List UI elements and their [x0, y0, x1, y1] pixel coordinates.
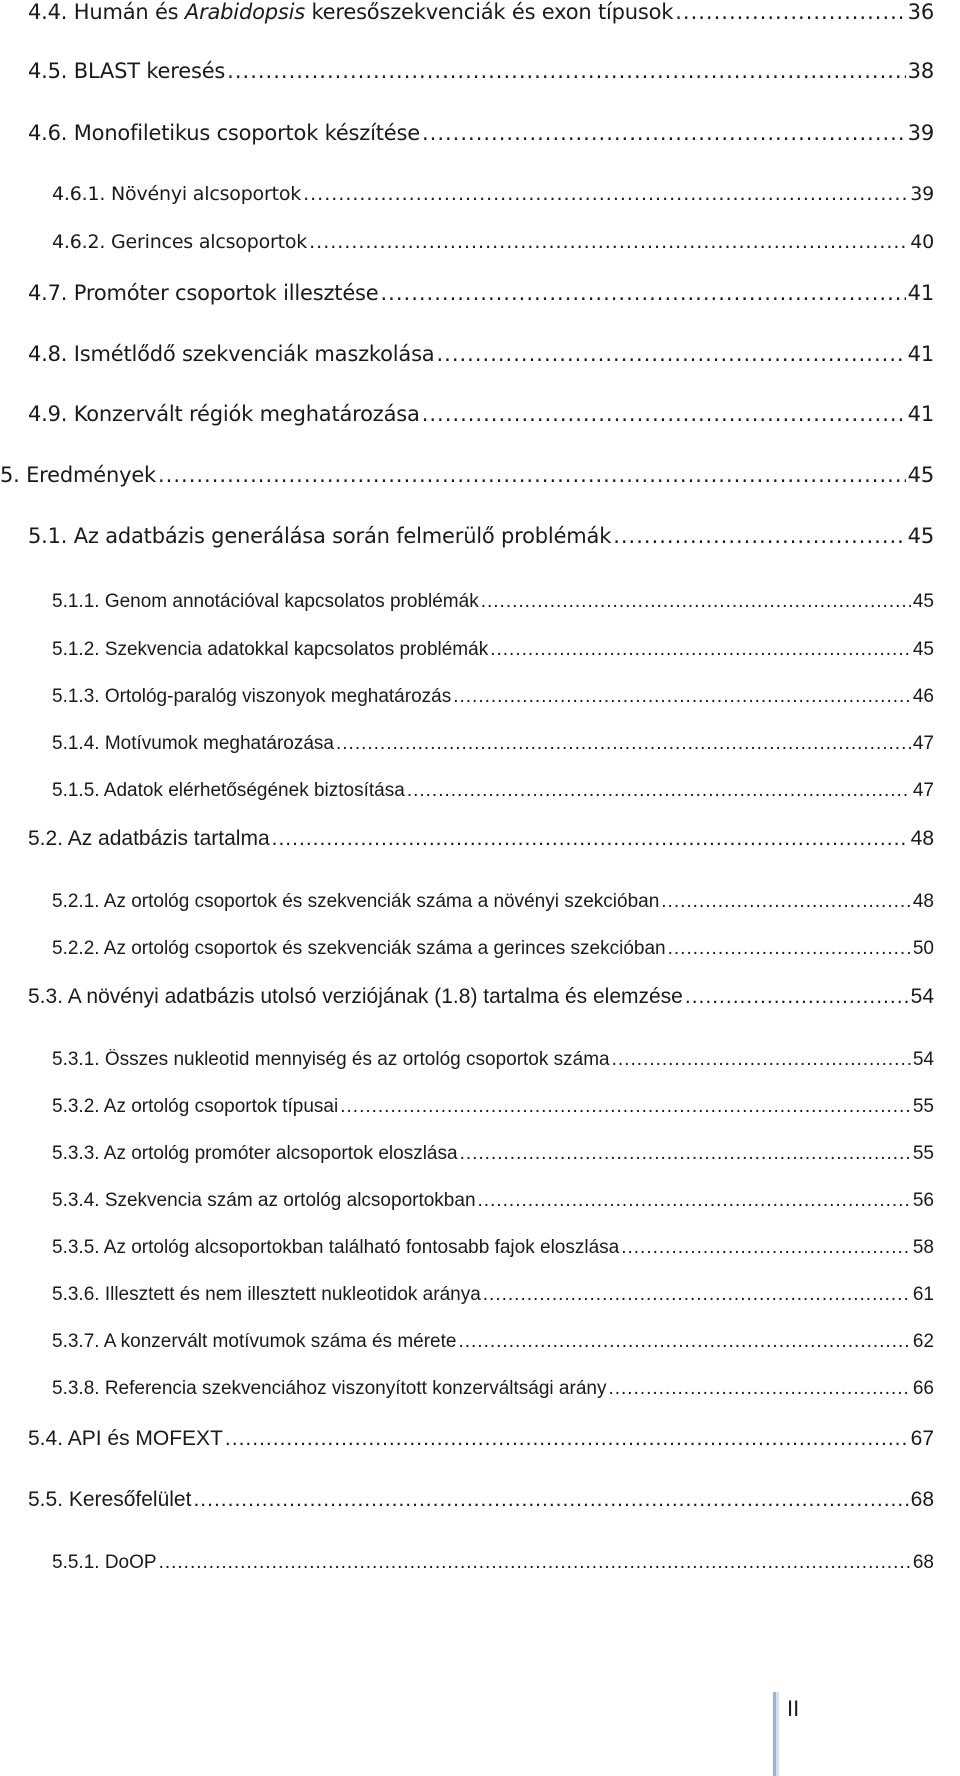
- toc-entry-page: 39: [910, 183, 934, 205]
- toc-entry-title: 4.6. Monofiletikus csoportok készítése: [28, 121, 420, 145]
- toc-entry[interactable]: [52, 639, 934, 661]
- toc-entry-title: 4.4. Humán és Arabidopsis keresőszekvenciák és exon típusok: [28, 0, 674, 24]
- toc-entry-title: 5.2.1. Az ortológ csoportok és szekvenciák száma a növényi szekcióban: [52, 891, 660, 912]
- toc-entry-page: 47: [912, 733, 934, 754]
- toc-entry[interactable]: [52, 1331, 934, 1353]
- toc-entry-page: 45: [912, 591, 934, 612]
- dot-leader: [227, 59, 906, 83]
- page-number: II: [787, 1696, 800, 1721]
- dot-leader: [481, 591, 911, 613]
- toc-entry-page: 55: [912, 1143, 934, 1164]
- toc-entry-page: 45: [907, 524, 934, 548]
- dot-leader: [483, 1284, 911, 1306]
- dot-leader: [685, 985, 909, 1009]
- toc-entry-title: 4.6.1. Növényi alcsoportok: [52, 183, 302, 205]
- toc-entry-title: 5. Eredmények: [0, 463, 156, 487]
- toc-entry-page: 41: [907, 281, 934, 305]
- toc-entry-page: 66: [912, 1378, 934, 1399]
- dot-leader: [340, 1096, 911, 1118]
- dot-leader: [422, 402, 906, 426]
- toc-entry[interactable]: [52, 591, 934, 613]
- toc-entry-page: 45: [907, 463, 934, 487]
- toc-entry-page: 40: [910, 231, 934, 253]
- dot-leader: [436, 342, 905, 366]
- dot-leader: [272, 827, 909, 851]
- toc-entry[interactable]: [28, 59, 934, 83]
- toc-entry-title: 5.1.4. Motívumok meghatározása: [52, 733, 334, 754]
- dot-leader: [621, 1237, 911, 1259]
- toc-entry[interactable]: [52, 780, 934, 802]
- toc-entry[interactable]: [52, 938, 934, 960]
- dot-leader: [612, 1049, 911, 1071]
- toc-entry-page: 38: [907, 59, 934, 83]
- toc-entry[interactable]: [0, 463, 934, 487]
- dot-leader: [407, 780, 911, 802]
- toc-entry[interactable]: [52, 1284, 934, 1306]
- toc-entry-page: 41: [907, 342, 934, 366]
- toc-entry-title: 5.3.1. Összes nukleotid mennyiség és az ortológ csoportok száma: [52, 1049, 610, 1070]
- toc-entry-title: 5.1.3. Ortológ-paralóg viszonyok meghatározás: [52, 686, 452, 707]
- toc-entry[interactable]: [28, 985, 934, 1009]
- toc-entry[interactable]: [52, 1237, 934, 1259]
- toc-entry[interactable]: [52, 231, 934, 253]
- toc-entry-title: 5.3.8. Referencia szekvenciához viszonyított konzerváltsági arány: [52, 1378, 607, 1399]
- toc-entry-title: 5.5. Keresőfelület: [28, 1488, 192, 1511]
- toc-entry-title: 5.1. Az adatbázis generálása során felmerülő problémák: [28, 524, 612, 548]
- rule-bar-light: [776, 1692, 779, 1776]
- toc-entry[interactable]: [52, 686, 934, 708]
- toc-entry-title: 5.3.7. A konzervált motívumok száma és mérete: [52, 1331, 457, 1352]
- toc-entry-page: 45: [912, 639, 934, 660]
- toc-entry[interactable]: [28, 0, 934, 24]
- dot-leader: [668, 938, 911, 960]
- dot-leader: [608, 1378, 910, 1400]
- toc-entry[interactable]: [52, 1552, 934, 1574]
- toc-entry-title: 5.2. Az adatbázis tartalma: [28, 827, 270, 850]
- dot-leader: [661, 891, 911, 913]
- toc-entry-page: 54: [910, 985, 934, 1008]
- toc-entry-title: 5.1.1. Genom annotációval kapcsolatos problémák: [52, 591, 479, 612]
- toc-entry[interactable]: [28, 1488, 934, 1512]
- toc-entry[interactable]: [28, 121, 934, 145]
- toc-entry-title: 4.5. BLAST keresés: [28, 59, 226, 83]
- toc-entry[interactable]: [52, 1190, 934, 1212]
- toc-entry-title: 5.3.3. Az ortológ promóter alcsoportok eloszlása: [52, 1143, 458, 1164]
- toc-entry[interactable]: [28, 1427, 934, 1451]
- toc-entry-page: 48: [912, 891, 934, 912]
- dot-leader: [453, 686, 911, 708]
- toc-entry-title: 5.2.2. Az ortológ csoportok és szekvenciák száma a gerinces szekcióban: [52, 938, 666, 959]
- toc-entry-page: 46: [912, 686, 934, 707]
- toc-entry[interactable]: [52, 183, 934, 205]
- dot-leader: [381, 281, 906, 305]
- toc-entry-page: 50: [912, 938, 934, 959]
- toc-entry-title: 5.3.6. Illesztett és nem illesztett nukleotidok aránya: [52, 1284, 481, 1305]
- toc-entry[interactable]: [28, 281, 934, 305]
- dot-leader: [309, 231, 908, 253]
- dot-leader: [490, 639, 911, 661]
- toc-entry[interactable]: [28, 342, 934, 366]
- toc-entry-page: 56: [912, 1190, 934, 1211]
- dot-leader: [158, 463, 906, 487]
- toc-entry-page: 58: [912, 1237, 934, 1258]
- toc-entry[interactable]: [28, 524, 934, 548]
- toc-entry-title: 5.3.2. Az ortológ csoportok típusai: [52, 1096, 339, 1117]
- toc-entry-page: 36: [907, 0, 934, 24]
- dot-leader: [460, 1143, 911, 1165]
- toc-entry-page: 48: [910, 827, 934, 850]
- dot-leader: [613, 524, 905, 548]
- toc-entry[interactable]: [28, 402, 934, 426]
- toc-entry-page: 62: [912, 1331, 934, 1352]
- toc-entry[interactable]: [52, 1049, 934, 1071]
- toc-entry-page: 67: [910, 1427, 934, 1450]
- dot-leader: [193, 1488, 908, 1512]
- toc-entry[interactable]: [52, 1143, 934, 1165]
- toc-entry-page: 54: [912, 1049, 934, 1070]
- toc-entry[interactable]: [52, 733, 934, 755]
- dot-leader: [336, 733, 911, 755]
- toc-entry-title: 5.1.2. Szekvencia adatokkal kapcsolatos problémák: [52, 639, 489, 660]
- toc-entry-page: 68: [912, 1552, 934, 1573]
- dot-leader: [478, 1190, 911, 1212]
- dot-leader: [225, 1427, 909, 1451]
- toc-entry-title: 5.3.5. Az ortológ alcsoportokban található fontosabb fajok eloszlása: [52, 1237, 620, 1258]
- toc-entry-title: 5.1.5. Adatok elérhetőségének biztosítása: [52, 780, 405, 801]
- dot-leader: [675, 0, 905, 24]
- toc-entry-title: 5.4. API és MOFEXT: [28, 1427, 223, 1450]
- toc-entry-page: 39: [907, 121, 934, 145]
- toc-entry[interactable]: [52, 891, 934, 913]
- toc-entry-title: 4.8. Ismétlődő szekvenciák maszkolása: [28, 342, 435, 366]
- dot-leader: [422, 121, 906, 145]
- toc-entry[interactable]: [52, 1378, 934, 1400]
- toc-entry-page: 68: [910, 1488, 934, 1511]
- toc-entry-title: 4.6.2. Gerinces alcsoportok: [52, 231, 308, 253]
- toc-entry-title: 5.3. A növényi adatbázis utolsó verziójának (1.8) tartalma és elemzése: [28, 985, 683, 1008]
- toc-entry-title: 5.5.1. DoOP: [52, 1552, 157, 1573]
- toc-entry-title: 5.3.4. Szekvencia szám az ortológ alcsoportokban: [52, 1190, 476, 1211]
- toc-entry-page: 41: [907, 402, 934, 426]
- toc-entry-page: 55: [912, 1096, 934, 1117]
- dot-leader: [458, 1331, 910, 1353]
- toc-entry[interactable]: [52, 1096, 934, 1118]
- dot-leader: [303, 183, 908, 205]
- toc-entry-title: 4.9. Konzervált régiók meghatározása: [28, 402, 420, 426]
- toc-entry[interactable]: [28, 827, 934, 851]
- page-number-rule: [773, 1692, 779, 1776]
- dot-leader: [159, 1552, 911, 1574]
- toc-entry-page: 47: [912, 780, 934, 801]
- toc-entry-title: 4.7. Promóter csoportok illesztése: [28, 281, 379, 305]
- toc-entry-page: 61: [912, 1284, 934, 1305]
